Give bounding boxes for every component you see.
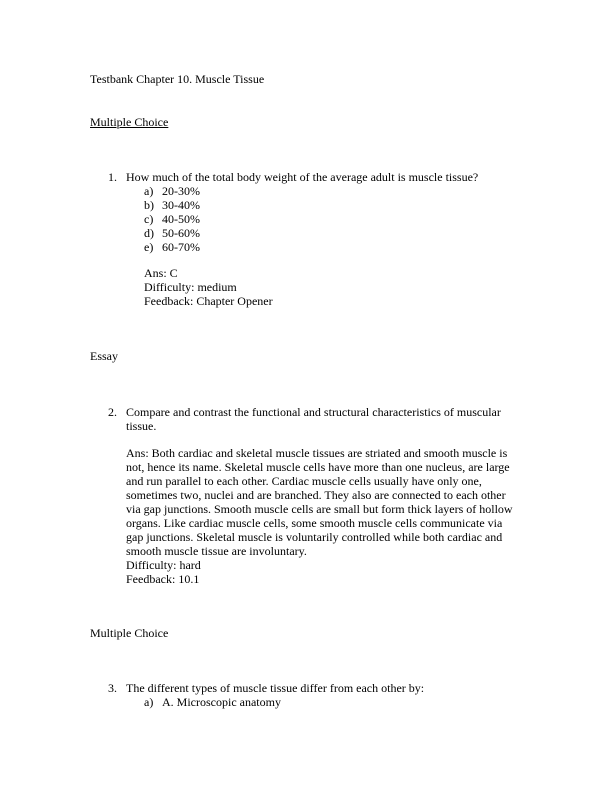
difficulty-line: Difficulty: hard — [126, 558, 201, 572]
answer-line: via gap junctions. Smooth muscle cells are small but form thick layers of hollow — [126, 502, 513, 516]
option-letter: d) — [144, 226, 154, 240]
section-heading-essay: Essay — [90, 349, 118, 363]
question-text-line: tissue. — [126, 419, 157, 433]
question-text: How much of the total body weight of the average adult is muscle tissue? — [126, 170, 479, 184]
option-letter: e) — [144, 240, 154, 254]
feedback-line: Feedback: Chapter Opener — [144, 294, 273, 308]
question-number: 3. — [108, 681, 117, 695]
difficulty-line: Difficulty: medium — [144, 280, 237, 294]
option-letter: b) — [144, 198, 154, 212]
feedback-line: Feedback: 10.1 — [126, 572, 200, 586]
option-letter: a) — [144, 184, 154, 198]
section-heading-multiple-choice: Multiple Choice — [90, 626, 169, 640]
answer-line: Ans: C — [144, 266, 178, 280]
answer-line: gap junctions. Skeletal muscle is voluntarily controlled while both cardiac and — [126, 530, 503, 544]
answer-line: sometimes two, nuclei and are branched. They also are connected to each other — [126, 488, 506, 502]
question-number: 2. — [108, 405, 117, 419]
answer-line: Ans: Both cardiac and skeletal muscle tissues are striated and smooth muscle is — [126, 446, 508, 460]
option-text: 30-40% — [162, 198, 200, 212]
option-text: A. Microscopic anatomy — [162, 695, 281, 709]
section-heading-multiple-choice: Multiple Choice — [90, 115, 169, 129]
answer-line: organs. Like cardiac muscle cells, some smooth muscle cells communicate via — [126, 516, 503, 530]
answer-line: smooth muscle tissue are involuntary. — [126, 544, 307, 558]
option-text: 50-60% — [162, 226, 200, 240]
option-text: 20-30% — [162, 184, 200, 198]
answer-line: not, hence its name. Skeletal muscle cells have more than one nucleus, are large — [126, 460, 510, 474]
option-text: 60-70% — [162, 240, 200, 254]
question-text: The different types of muscle tissue differ from each other by: — [126, 681, 425, 695]
question-number: 1. — [108, 170, 117, 184]
option-letter: a) — [144, 695, 154, 709]
document-header: Testbank Chapter 10. Muscle Tissue — [90, 72, 265, 86]
option-letter: c) — [144, 212, 154, 226]
answer-line: and run parallel to each other. Cardiac muscle cells usually have only one, — [126, 474, 482, 488]
option-text: 40-50% — [162, 212, 200, 226]
question-text-line: Compare and contrast the functional and structural characteristics of muscular — [126, 405, 501, 419]
